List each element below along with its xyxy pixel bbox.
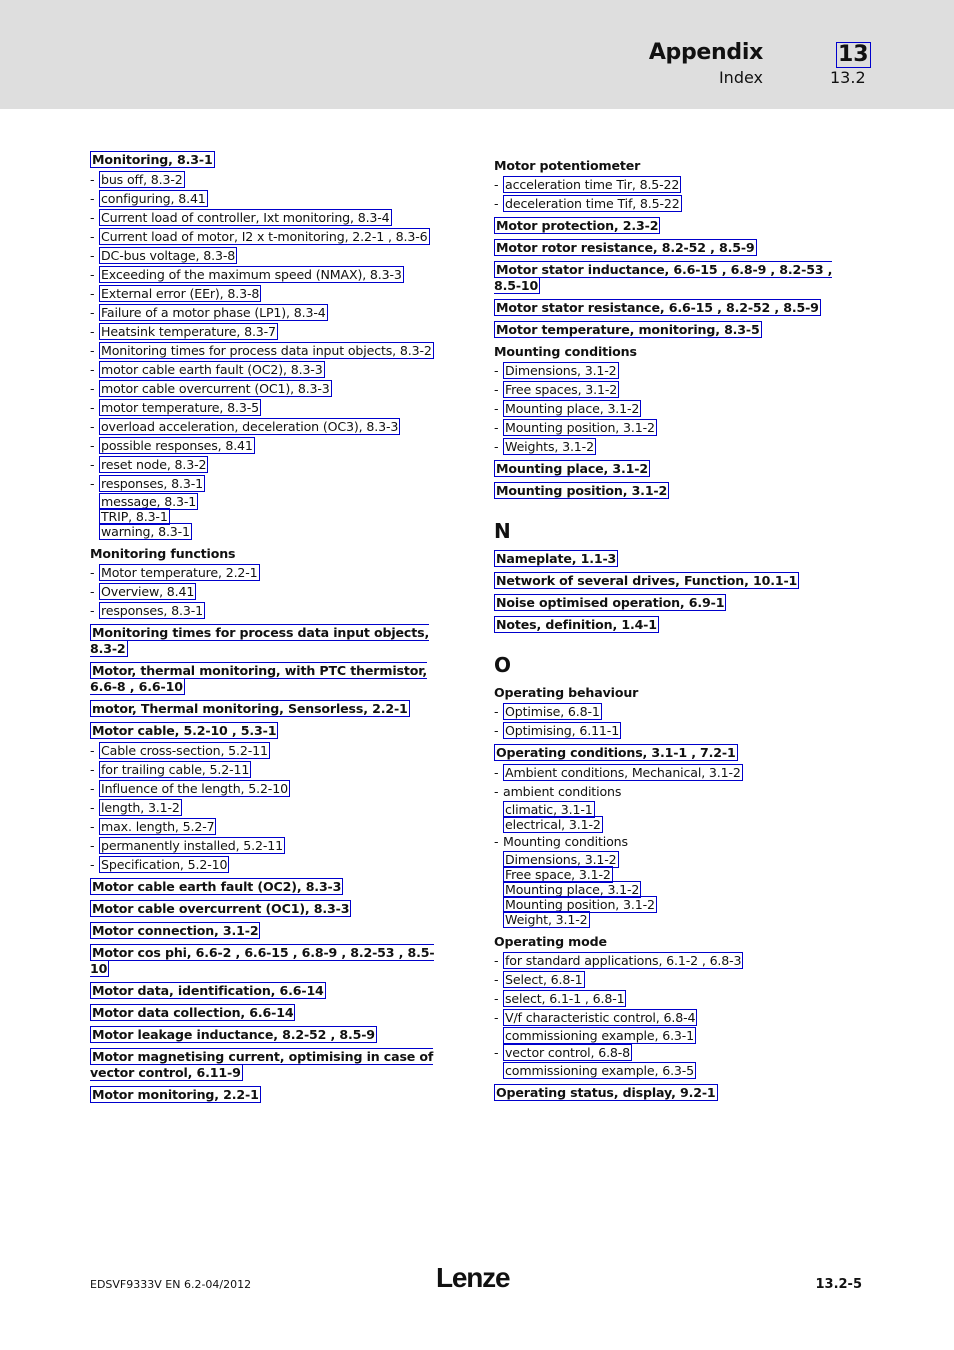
page-number: 13.2-5 <box>815 1277 862 1292</box>
index-subentry <box>90 267 450 283</box>
index-letter-heading: N <box>494 519 511 543</box>
index-entry-link[interactable]: Motor temperature, monitoring, 8.3-5 <box>496 322 760 337</box>
index-subentry <box>494 991 854 1007</box>
index-entry-link[interactable]: Motor protection, 2.3-2 <box>496 218 659 233</box>
index-entry-link[interactable]: Motor data, identification, 6.6-14 <box>92 983 324 998</box>
index-entry-link[interactable]: Motor magnetising current, optimising in case of vector control, 6.11-9 <box>90 1049 434 1080</box>
index-subentry <box>90 191 450 207</box>
index-subentry <box>494 439 854 455</box>
index-subentry <box>90 343 450 359</box>
index-entry <box>494 1085 854 1101</box>
index-entry-link[interactable]: Noise optimised operation, 6.9-1 <box>496 595 725 610</box>
chapter-number-link[interactable]: 13 <box>838 42 869 67</box>
index-group-heading: Operating behaviour <box>494 685 639 700</box>
index-entry-link[interactable]: Motor data collection, 6.6-14 <box>92 1005 294 1020</box>
index-subentry <box>90 419 450 435</box>
index-subentry <box>494 196 854 212</box>
index-subentry <box>90 305 450 321</box>
index-entry-link[interactable]: Cable cross-section, 5.2-11 <box>101 743 268 758</box>
index-subentry <box>90 229 450 245</box>
index-subentry <box>494 401 854 417</box>
index-entry <box>90 901 450 917</box>
index-subgroup-heading: - ambient conditions <box>494 784 854 800</box>
header-title: Appendix <box>648 40 763 65</box>
index-entry-link[interactable]: V/f characteristic control, 6.8-4 <box>505 1010 696 1025</box>
index-entry-link[interactable]: motor, Thermal monitoring, Sensorless, 2.2-1 <box>92 701 408 716</box>
index-column-right <box>494 152 854 1105</box>
index-entry-link[interactable]: Mounting position, 3.1-2 <box>505 897 655 912</box>
index-entry-link[interactable]: motor cable overcurrent (OC1), 8.3-3 <box>101 381 330 396</box>
index-subentry <box>494 723 854 739</box>
index-subentry <box>494 363 854 379</box>
index-subentry <box>90 819 450 835</box>
index-entry <box>494 300 854 316</box>
index-entry <box>494 595 854 611</box>
index-entry <box>90 983 450 999</box>
index-entry-link[interactable]: permanently installed, 5.2-11 <box>101 838 283 853</box>
index-subentry <box>90 743 450 759</box>
index-entry-link[interactable]: Current load of controller, Ixt monitoring, 8.3-4 <box>101 210 390 225</box>
index-entry-link[interactable]: Heatsink temperature, 8.3-7 <box>101 324 276 339</box>
index-entry <box>494 617 854 633</box>
index-subentry <box>90 800 450 816</box>
index-subsubentry <box>90 524 450 540</box>
index-entry-link[interactable]: vector control, 6.8-8 <box>505 1045 631 1060</box>
index-entry-link[interactable]: Mounting place, 3.1-2 <box>505 882 640 897</box>
index-subentry <box>494 1010 854 1026</box>
document-code: EDSVF9333V EN 6.2-04/2012 <box>90 1278 252 1291</box>
index-entry-link[interactable]: electrical, 3.1-2 <box>505 817 601 832</box>
index-entry-link[interactable]: Weights, 3.1-2 <box>505 439 594 454</box>
index-subentry <box>90 476 450 492</box>
index-group-heading: Operating mode <box>494 934 607 949</box>
index-entry-link[interactable]: Free spaces, 3.1-2 <box>505 382 618 397</box>
index-entry-link[interactable]: Current load of motor, I2 x t-monitoring, 2.2-1 , 8.3-6 <box>101 229 428 244</box>
index-entry-link[interactable]: motor temperature, 8.3-5 <box>101 400 259 415</box>
header-subtitle: Index <box>718 68 763 87</box>
index-entry-link[interactable]: Dimensions, 3.1-2 <box>505 852 617 867</box>
index-letter-heading: O <box>494 653 511 677</box>
index-entry-link[interactable]: Motor rotor resistance, 8.2-52 , 8.5-9 <box>496 240 755 255</box>
index-entry-link[interactable]: Motor cable earth fault (OC2), 8.3-3 <box>92 879 342 894</box>
index-entry-link[interactable]: climatic, 3.1-1 <box>505 802 593 817</box>
index-subentry <box>90 762 450 778</box>
index-entry <box>494 240 854 256</box>
index-subsubentry <box>494 1028 854 1044</box>
page-header <box>0 0 954 109</box>
index-entry-link[interactable]: Select, 6.8-1 <box>505 972 583 987</box>
index-subsubentry <box>494 1063 854 1079</box>
index-entry <box>90 723 450 739</box>
index-entry-link[interactable]: Operating status, display, 9.2-1 <box>496 1085 716 1100</box>
index-subentry <box>90 781 450 797</box>
index-entry <box>90 1005 450 1021</box>
index-entry-link[interactable]: responses, 8.3-1 <box>101 476 203 491</box>
index-entry-link[interactable]: Exceeding of the maximum speed (NMAX), 8.3-3 <box>101 267 402 282</box>
index-entry-link[interactable]: Motor stator inductance, 6.6-15 , 6.8-9 , 8.2-53 , 8.5-10 <box>494 262 833 293</box>
index-column-left <box>90 152 450 1107</box>
index-entry <box>90 701 450 717</box>
index-group-heading: Mounting conditions <box>494 344 637 359</box>
index-entry-link[interactable]: Notes, definition, 1.4-1 <box>496 617 657 632</box>
index-entry <box>494 218 854 234</box>
index-subentry <box>90 400 450 416</box>
index-entry <box>494 745 854 761</box>
index-entry-link[interactable]: for trailing cable, 5.2-11 <box>101 762 250 777</box>
index-entry-link[interactable]: External error (EEr), 8.3-8 <box>101 286 260 301</box>
index-entry-link[interactable]: Monitoring times for process data input objects, 8.3-2 <box>101 343 432 358</box>
index-entry-link[interactable]: commissioning example, 6.3-5 <box>505 1063 695 1078</box>
index-entry-link[interactable]: Mounting position, 3.1-2 <box>505 420 655 435</box>
index-entry-link[interactable]: Dimensions, 3.1-2 <box>505 363 617 378</box>
index-subentry <box>90 362 450 378</box>
index-entry-link[interactable]: length, 3.1-2 <box>101 800 180 815</box>
index-subsubentry <box>494 817 854 833</box>
index-entry-link[interactable]: Overview, 8.41 <box>101 584 195 599</box>
lenze-logo: Lenze <box>436 1262 510 1293</box>
index-entry <box>90 625 450 657</box>
index-entry-link[interactable]: Monitoring, 8.3-1 <box>92 152 213 167</box>
index-entry-link[interactable]: Free space, 3.1-2 <box>505 867 611 882</box>
index-entry <box>90 879 450 895</box>
index-subgroup-heading: - Mounting conditions <box>494 834 854 850</box>
index-subentry <box>90 838 450 854</box>
index-entry-link[interactable]: Nameplate, 1.1-3 <box>496 551 617 566</box>
index-entry-link[interactable]: Motor cable overcurrent (OC1), 8.3-3 <box>92 901 350 916</box>
index-entry <box>90 1027 450 1043</box>
index-entry <box>90 152 450 168</box>
index-entry-link[interactable]: possible responses, 8.41 <box>101 438 253 453</box>
index-subentry <box>90 210 450 226</box>
index-subentry <box>90 565 450 581</box>
index-subentry <box>494 972 854 988</box>
index-entry-link[interactable]: Motor stator resistance, 6.6-15 , 8.2-52 , 8.5-9 <box>496 300 819 315</box>
index-entry <box>90 945 450 977</box>
index-entry-link[interactable]: message, 8.3-1 <box>101 494 197 509</box>
index-subentry <box>90 584 450 600</box>
index-entry-link[interactable]: Specification, 5.2-10 <box>101 857 228 872</box>
index-group-heading: Motor potentiometer <box>494 158 641 173</box>
index-entry-link[interactable]: Monitoring times for process data input objects, 8.3-2 <box>90 625 430 656</box>
index-entry <box>90 663 450 695</box>
index-subentry <box>90 857 450 873</box>
index-subentry <box>90 172 450 188</box>
index-subentry <box>90 286 450 302</box>
index-subentry <box>494 953 854 969</box>
index-entry <box>494 461 854 477</box>
index-entry-link[interactable]: motor cable earth fault (OC2), 8.3-3 <box>101 362 323 377</box>
index-entry-link[interactable]: Mounting place, 3.1-2 <box>505 401 640 416</box>
index-entry-link[interactable]: Motor leakage inductance, 8.2-52 , 8.5-9 <box>92 1027 375 1042</box>
index-entry-link[interactable]: for standard applications, 6.1-2 , 6.8-3 <box>505 953 742 968</box>
index-entry-link[interactable]: Network of several drives, Function, 10.1-1 <box>496 573 798 588</box>
index-entry <box>90 923 450 939</box>
header-section-number: 13.2 <box>830 68 866 87</box>
index-subentry <box>90 324 450 340</box>
index-subentry <box>90 603 450 619</box>
index-subentry <box>494 765 854 781</box>
index-entry-link[interactable]: max. length, 5.2-7 <box>101 819 215 834</box>
index-entry-link[interactable]: deceleration time Tif, 8.5-22 <box>505 196 680 211</box>
index-subentry <box>90 381 450 397</box>
index-group-heading: Monitoring functions <box>90 546 236 561</box>
index-entry-link[interactable]: warning, 8.3-1 <box>101 524 190 539</box>
index-entry-link[interactable]: Influence of the length, 5.2-10 <box>101 781 288 796</box>
index-entry-link[interactable]: bus off, 8.3-2 <box>101 172 183 187</box>
index-entry <box>90 1087 450 1103</box>
index-entry-link[interactable]: DC-bus voltage, 8.3-8 <box>101 248 236 263</box>
index-entry <box>494 551 854 567</box>
index-entry <box>494 483 854 499</box>
index-entry-link[interactable]: Motor monitoring, 2.2-1 <box>92 1087 259 1102</box>
index-entry <box>494 573 854 589</box>
index-subentry <box>494 382 854 398</box>
index-entry-link[interactable]: Motor cos phi, 6.6-2 , 6.6-15 , 6.8-9 , 8.2-53 , 8.5-10 <box>90 945 435 976</box>
index-entry-link[interactable]: Mounting place, 3.1-2 <box>496 461 648 476</box>
index-entry-link[interactable]: Failure of a motor phase (LP1), 8.3-4 <box>101 305 326 320</box>
index-entry-link[interactable]: Weight, 3.1-2 <box>505 912 588 927</box>
index-entry <box>494 322 854 338</box>
index-entry-link[interactable]: acceleration time Tir, 8.5-22 <box>505 177 680 192</box>
index-subsubentry <box>494 912 854 928</box>
index-entry-link[interactable]: TRIP, 8.3-1 <box>101 509 168 524</box>
index-entry <box>90 1049 450 1081</box>
index-entry-link[interactable]: reset node, 8.3-2 <box>101 457 207 472</box>
index-subentry <box>494 177 854 193</box>
index-entry-link[interactable]: Motor temperature, 2.2-1 <box>101 565 258 580</box>
index-subentry <box>90 438 450 454</box>
index-entry-link[interactable]: commissioning example, 6.3-1 <box>505 1028 695 1043</box>
index-entry-link[interactable]: Ambient conditions, Mechanical, 3.1-2 <box>505 765 741 780</box>
index-entry-link[interactable]: Optimising, 6.11-1 <box>505 723 620 738</box>
index-entry-link[interactable]: Motor cable, 5.2-10 , 5.3-1 <box>92 723 277 738</box>
index-entry-link[interactable]: select, 6.1-1 , 6.8-1 <box>505 991 625 1006</box>
index-entry-link[interactable]: Motor connection, 3.1-2 <box>92 923 259 938</box>
index-entry-link[interactable]: responses, 8.3-1 <box>101 603 203 618</box>
index-entry-link[interactable]: Operating conditions, 3.1-1 , 7.2-1 <box>496 745 736 760</box>
index-entry-link[interactable]: configuring, 8.41 <box>101 191 206 206</box>
index-subentry <box>90 248 450 264</box>
index-subentry <box>494 1045 854 1061</box>
index-subentry <box>494 420 854 436</box>
index-entry-link[interactable]: overload acceleration, deceleration (OC3), 8.3-3 <box>101 419 399 434</box>
index-subentry <box>494 704 854 720</box>
index-entry-link[interactable]: Mounting position, 3.1-2 <box>496 483 668 498</box>
index-entry-link[interactable]: Optimise, 6.8-1 <box>505 704 600 719</box>
index-entry-link[interactable]: Motor, thermal monitoring, with PTC thermistor, 6.6-8 , 6.6-10 <box>90 663 428 694</box>
index-entry <box>494 262 854 294</box>
index-subentry <box>90 457 450 473</box>
